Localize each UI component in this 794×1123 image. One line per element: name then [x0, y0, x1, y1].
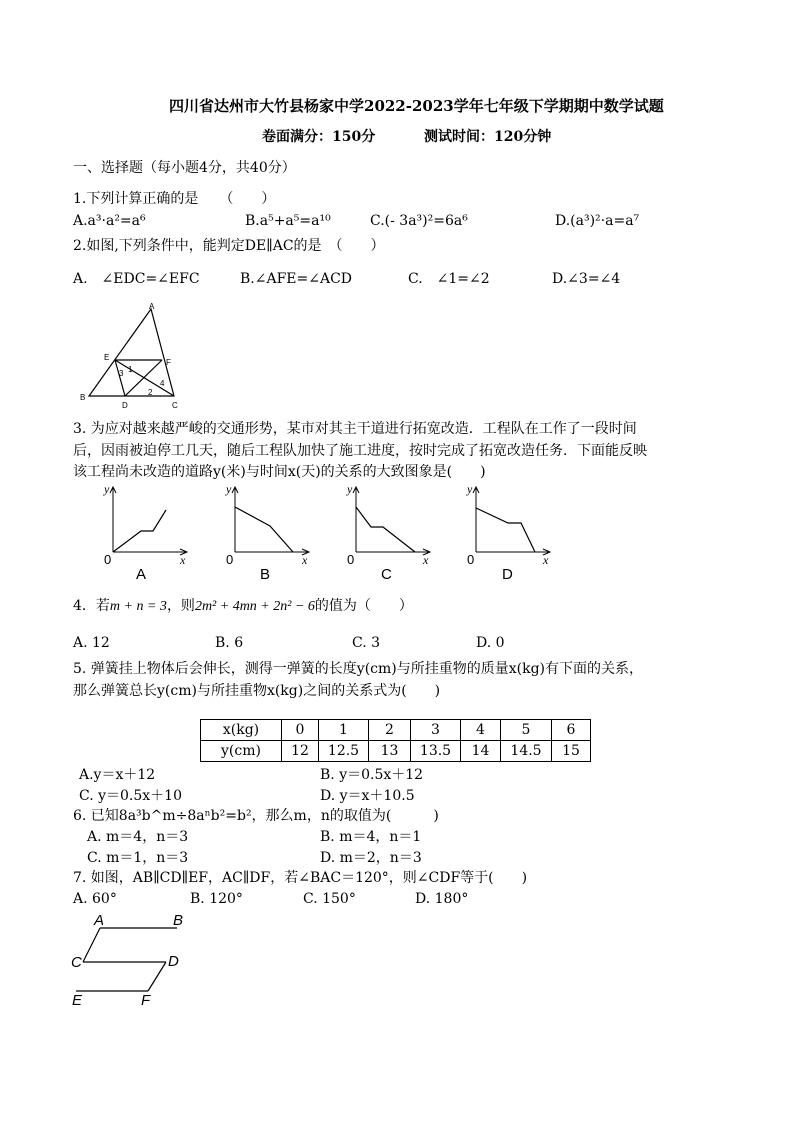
q7-stem: 7. 如图，AB∥CD∥EF，AC∥DF，若∠BAC＝120°，则∠CDF等于( ): [73, 870, 528, 886]
q2-stem: 2.如图,下列条件中，能判定DE∥AC的是 （ ）: [73, 238, 385, 254]
q3-b-label: B: [260, 566, 271, 583]
q3-graph-d: [463, 482, 563, 582]
test-time: 测试时间：120分钟: [424, 129, 552, 145]
q2-label-c: C: [172, 401, 178, 410]
q6-stem: 6. 已知8a³b^m÷8aⁿb²=b²，那么m，n的取值为( ): [73, 808, 439, 824]
table-cell: 14: [461, 741, 501, 762]
q3-b-x-axis-label: x: [302, 553, 308, 567]
q7-label-c: C: [71, 954, 82, 971]
q5-data-table: [200, 719, 591, 762]
q4-expression: 2m² + 4mn + 2n² − 6: [194, 599, 315, 614]
table-cell: 14.5: [501, 741, 552, 762]
q4-option-b: B. 6: [215, 635, 244, 651]
q2-angle-1: 1: [128, 365, 133, 374]
q3-a-label: A: [136, 566, 147, 583]
q2-option-a: A. ∠EDC=∠EFC: [73, 271, 200, 287]
q2-angle-2: 2: [148, 388, 153, 397]
q4-middle: ，则: [166, 598, 195, 614]
q2-triangle-figure: [70, 300, 190, 415]
q3-c-y-axis-label: y: [347, 482, 353, 496]
q2-option-d: D.∠3=∠4: [552, 271, 621, 287]
q5-option-a: A.y＝x＋12: [79, 767, 156, 783]
q3-line-3: 该工程尚未改造的道路y(米)与时间x(天)的关系的大致图象是( ): [73, 464, 486, 480]
q1-stem: 1.下列计算正确的是 （ ）: [73, 191, 276, 207]
q1-option-d: D.(a³)²·a=a⁷: [555, 213, 640, 229]
q3-a-origin: 0: [104, 552, 112, 567]
table-cell: y(cm): [201, 741, 282, 762]
q2-angle-3: 3: [119, 369, 124, 378]
q4-stem: [73, 597, 413, 616]
q7-option-c: C. 150°: [303, 891, 356, 907]
q3-line-1: 3. 为应对越来越严峻的交通形势，某市对其主干道进行拓宽改造．工程队在工作了一段时间: [73, 421, 637, 437]
q2-label-e: E: [104, 353, 110, 362]
q6-option-a: A. m＝4，n＝3: [87, 829, 189, 845]
table-cell: 0: [282, 720, 319, 741]
q3-d-y-axis-label: y: [467, 482, 473, 496]
table-cell: 13: [369, 741, 411, 762]
q7-option-b: B. 120°: [190, 891, 243, 907]
q2-label-f: F: [166, 358, 171, 367]
q7-label-b: B: [173, 912, 184, 929]
section-heading: 一、选择题（每小题4分，共40分）: [73, 160, 296, 176]
q2-option-c: C. ∠1=∠2: [408, 271, 490, 287]
table-cell: 15: [552, 741, 591, 762]
q7-parallel-lines-figure: [68, 910, 198, 1010]
q2-angle-4: 4: [160, 379, 165, 388]
q5-option-c: C. y＝0.5x＋10: [79, 788, 182, 804]
q3-c-x-axis-label: x: [423, 553, 429, 567]
q6-option-c: C. m＝1，n＝3: [87, 850, 189, 866]
table-row: [201, 720, 591, 741]
table-cell: 12: [282, 741, 319, 762]
q1-option-a: A.a³·a²=a⁶: [73, 213, 146, 229]
q1-option-c: C.(- 3a³)²=6a⁶: [370, 213, 468, 229]
q7-option-d: D. 180°: [415, 891, 469, 907]
table-cell: 2: [369, 720, 411, 741]
q3-d-label: D: [502, 566, 513, 583]
q4-option-d: D. 0: [476, 635, 505, 651]
q3-a-x-axis-label: x: [180, 553, 186, 567]
full-score: 卷面满分：150分: [262, 129, 376, 145]
table-cell: x(kg): [201, 720, 282, 741]
table-cell: 13.5: [411, 741, 461, 762]
table-cell: 1: [319, 720, 369, 741]
q7-label-a: A: [94, 912, 105, 929]
q3-d-x-axis-label: x: [543, 553, 549, 567]
q5-line-2: 那么弹簧总长y(cm)与所挂重物x(kg)之间的关系式为( ): [73, 683, 441, 699]
q7-option-a: A. 60°: [73, 891, 117, 907]
q3-d-origin: 0: [467, 552, 475, 567]
page-title: 四川省达州市大竹县杨家中学2022-2023学年七年级下学期期中数学试题: [169, 97, 664, 115]
q3-graph-b: [222, 482, 322, 582]
q4-prefix: 4．若: [73, 598, 110, 614]
q5-line-1: 5. 弹簧挂上物体后会伸长，测得一弹簧的长度y(cm)与所挂重物的质量x(kg)有下面的关系，: [73, 661, 644, 677]
table-row: [201, 741, 591, 762]
q3-b-origin: 0: [226, 552, 234, 567]
q3-a-y-axis-label: y: [104, 482, 110, 496]
q3-c-origin: 0: [347, 552, 355, 567]
q7-label-f: F: [141, 992, 151, 1009]
q2-label-b: B: [80, 393, 86, 402]
q2-label-a: A: [149, 302, 155, 311]
q7-label-e: E: [72, 992, 83, 1009]
q4-option-a: A. 12: [73, 635, 110, 651]
q3-graph-a: [100, 482, 200, 582]
table-cell: 5: [501, 720, 552, 741]
q3-line-2: 后，因雨被迫停工几天，随后工程队加快了施工进度，按时完成了拓宽改造任务．下面能反映: [73, 443, 647, 459]
table-cell: 3: [411, 720, 461, 741]
q2-option-b: B.∠AFE=∠ACD: [240, 271, 353, 287]
q5-option-d: D. y＝x＋10.5: [320, 788, 415, 804]
q7-label-d: D: [168, 953, 179, 970]
table-cell: 4: [461, 720, 501, 741]
q5-option-b: B. y＝0.5x＋12: [320, 767, 424, 783]
q3-b-y-axis-label: y: [226, 482, 232, 496]
q4-option-c: C. 3: [352, 635, 381, 651]
q4-condition: m + n = 3: [109, 599, 167, 614]
q3-c-label: C: [381, 566, 392, 583]
q4-suffix: 的值为（ ）: [314, 598, 413, 614]
q6-option-d: D. m＝2，n＝3: [320, 850, 422, 866]
table-cell: 6: [552, 720, 591, 741]
q6-option-b: B. m＝4，n＝1: [320, 829, 422, 845]
q3-graph-c: [343, 482, 443, 582]
table-cell: 12.5: [319, 741, 369, 762]
q1-option-b: B.a⁵+a⁵=a¹⁰: [245, 213, 331, 229]
q2-label-d: D: [122, 401, 128, 410]
